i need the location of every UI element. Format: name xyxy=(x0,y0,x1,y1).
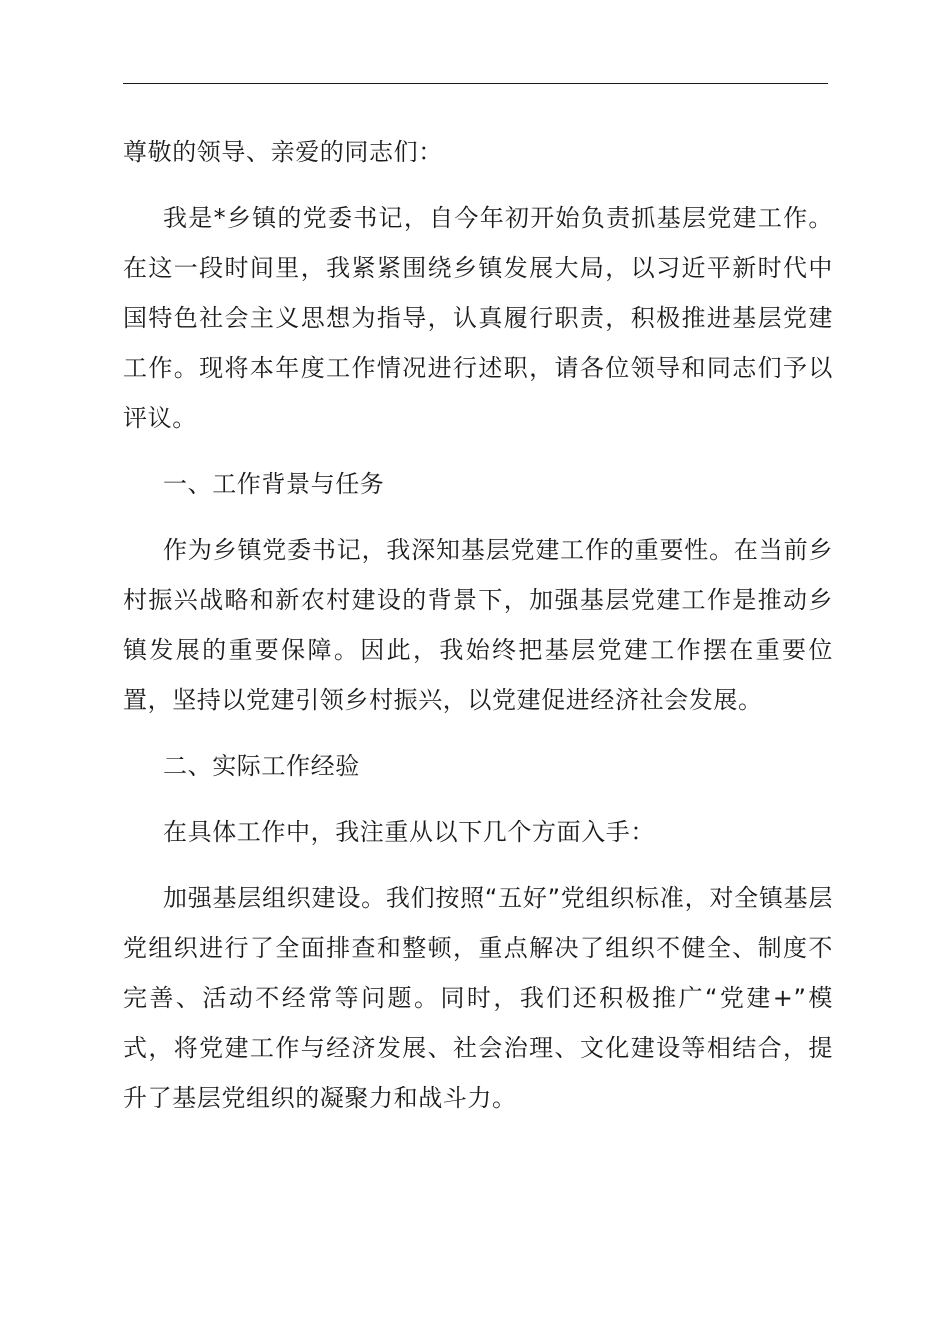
salutation: 尊敬的领导、亲爱的同志们： xyxy=(123,138,443,166)
work-intro-paragraph: 在具体工作中，我注重从以下几个方面入手： xyxy=(163,818,655,846)
organization-paragraph: 加强基层组织建设。我们按照“五好”党组织标准，对全镇基层党组织进行了全面排查和整顿，重点解决了组织不健全、制度不完善、活动不经常等问题。同时，我们还积极推广“党建+”模式，将党建工作与经济发展、社会治理、文化建设等相结合，提升了基层党组织的凝聚力和战斗力。 xyxy=(123,884,833,1112)
section-heading-1: 一、工作背景与任务 xyxy=(163,470,385,498)
background-paragraph: 作为乡镇党委书记，我深知基层党建工作的重要性。在当前乡村振兴战略和新农村建设的背景下，加强基层党建工作是推动乡镇发展的重要保障。因此，我始终把基层党建工作摆在重要位置，坚持以党建引领乡村振兴，以党建促进经济社会发展。 xyxy=(123,536,833,714)
document-body xyxy=(123,127,833,1139)
header-rule xyxy=(123,83,828,84)
intro-paragraph: 我是*乡镇的党委书记，自今年初开始负责抓基层党建工作。在这一段时间里，我紧紧围绕乡镇发展大局，以习近平新时代中国特色社会主义思想为指导，认真履行职责，积极推进基层党建工作。现将本年度工作情况进行述职，请各位领导和同志们予以评议。 xyxy=(123,204,833,432)
section-heading-2: 二、实际工作经验 xyxy=(163,752,360,780)
